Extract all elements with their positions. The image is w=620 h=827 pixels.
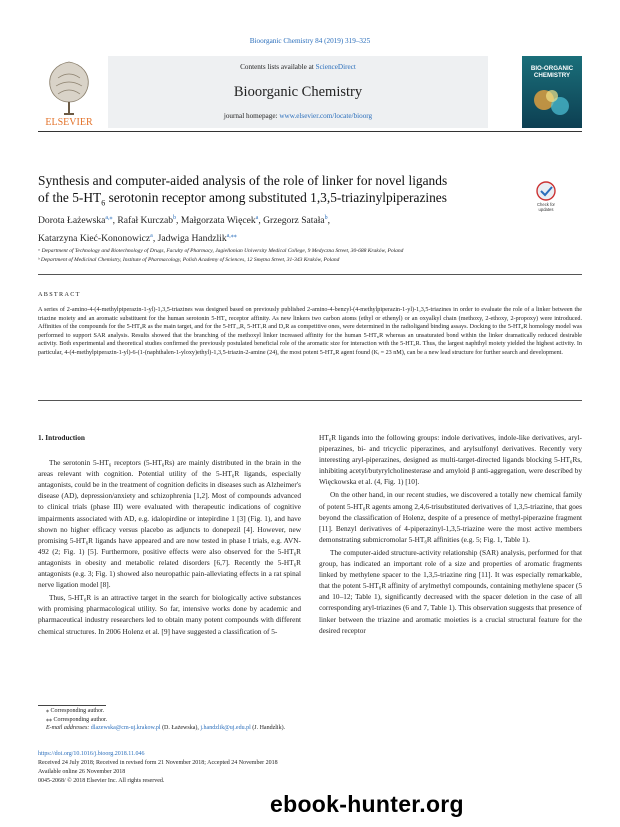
author-affiliation-link[interactable]: b	[173, 215, 177, 221]
author-list	[38, 211, 508, 246]
contents-prefix: Contents lists available at	[240, 63, 316, 71]
email-link[interactable]: j.handzlik@uj.edu.pl	[200, 725, 251, 731]
masthead	[38, 56, 582, 128]
footnote-corresponding-2: ⁎⁎ Corresponding author.	[46, 716, 108, 723]
email-line	[46, 724, 566, 733]
check-for-updates-button[interactable]	[532, 180, 560, 214]
affiliation-a: ᵃ Department of Technology and Biotechnology of Drugs, Faculty of Pharmacy, Jagiellonian University Medical College, 9 Medyczna Street, 30-688 Kraków, Poland	[38, 248, 404, 254]
received-dates: Received 24 July 2018; Received in revised form 21 November 2018; Accepted 24 November 2018	[38, 760, 278, 766]
abstract-heading: ABSTRACT	[38, 291, 81, 298]
affiliations	[38, 247, 582, 265]
author-affiliation-link[interactable]: a	[150, 232, 153, 239]
email-link[interactable]: dlazewska@cm-uj.krakow.pl	[90, 725, 161, 731]
homepage-link[interactable]: www.elsevier.com/locate/bioorg	[279, 112, 373, 120]
email-owner: (J. Handzlik).	[250, 725, 286, 731]
author-name: , Małgorzata Więcek	[176, 215, 256, 227]
author-name: , Grzegorz Satała	[258, 215, 325, 227]
svg-text:ELSEVIER: ELSEVIER	[45, 117, 93, 128]
homepage-prefix: journal homepage:	[223, 112, 280, 120]
watermark-text: ebook-hunter.org	[270, 791, 464, 817]
elsevier-logo	[38, 56, 100, 128]
body-paragraph: The serotonin 5-HT₆ receptors (5-HT₆Rs) are mainly distributed in the brain in the areas relevant with cognition. Potential utility of the 5-HT₆R ligands, especially antagonists, could be in the treatment of cognition deficits in diseases such as Alzheimer's disease (AD), depression/anxiety and schizophrenia [1,2]. Most of compounds advanced to clinical trials (phase III) were evaluated with therapeutic indications of cognitive impairments associated with AD, e.g. idalopirdine or intepirdine 1 [3] (Fig. 1), and have shown no higher efficacy versus placebo as adjuncts to donepezil [4]. However, new promising 5-HT₆R ligands have appeared and are now tested in phase I trials, e.g. AVN-492 (2; Fig. 1) [5]. Furthermore, positive effects were also observed for the 5-HT₆R antagonists in obesity and metabolic related disorders [6,7]. Recently the 5-HT₆R antagonists (e.g. 3; Fig. 1) showed also neuropathic pain-alleviating effects in a rat spinal nerve ligation model [8].	[38, 458, 301, 590]
email-owner: (D. Łażewska),	[160, 725, 201, 731]
author-name: , Jadwiga Handzlik	[152, 232, 227, 244]
article-title	[38, 172, 508, 212]
masthead-banner	[108, 56, 488, 128]
author-affiliation-link[interactable]: b	[324, 215, 328, 221]
author-name: , Rafał Kurczab	[112, 215, 174, 227]
body-paragraph: Thus, 5-HT₆R is an attractive target in the search for biologically active substances with promising pharmacological utility. So far, intensive works done by academic and pharmaceutical industry researchers led to obtain many potent compounds with different chemical structures. In 2006 Holenz et al. [9] have suggested a classification of 5-	[38, 593, 301, 636]
available-online: Available online 26 November 2018	[38, 769, 126, 775]
body-paragraph: The computer-aided structure-activity relationship (SAR) analysis, performed for that group, has indicated an important role of a size and properties of aromatic fragments linked by methylene spacer to the 1,3,5-triazine ring [11]. It was especially remarkable, that the potent 5-HT₆R affinity of arylmethyl compounds, containing methylene spacer (5 and 10–12; Table 1), significantly decreased with the spacer deletion in the case of all corresponding aryl-triazines (6 and 7, Table 1). This observation suggests that presence of linker between the triazine and aromatic moieties is a crucial structural feature for the desired receptor	[319, 547, 582, 635]
journal-cover-image	[522, 56, 582, 128]
doi-link[interactable]: https://doi.org/10.1016/j.bioorg.2018.11.046	[38, 751, 145, 757]
title-line-2a: of the 5-HT	[38, 190, 102, 205]
email-label: E-mail addresses:	[46, 725, 91, 731]
footnote-rule	[38, 705, 106, 706]
svg-text:BIO-ORGANIC: BIO-ORGANIC	[530, 65, 574, 72]
title-line-1: Synthesis and computer-aided analysis of the role of linker for novel ligands	[38, 173, 448, 188]
title-subscript: 6	[101, 198, 106, 208]
contents-line	[108, 63, 488, 71]
footnote-corresponding-1: ⁎ Corresponding author.	[46, 708, 105, 714]
affiliation-b: ᵇ Department of Medicinal Chemistry, Institute of Pharmacology, Polish Academy of Sciences, 12 Smętna Street, 31-343 Kraków, Poland	[38, 257, 340, 263]
footnotes	[46, 707, 566, 733]
svg-text:Check for: Check for	[537, 202, 555, 207]
header-rule	[38, 131, 582, 132]
abstract-rule	[38, 400, 582, 401]
author-affiliation-link[interactable]: a,⁎⁎	[226, 232, 237, 239]
publication-info	[38, 750, 438, 786]
sciencedirect-link[interactable]: ScienceDirect	[315, 63, 356, 71]
homepage-line	[108, 112, 488, 120]
abstract-text: A series of 2-amino-4-(4-methylpiperazin-1-yl)-1,3,5-triazines was designed based on previously published 2-amino-4-benzyl-(4-methylpiperazin-1-yl)-1,3,5-triazines in order to evaluate the role of a linker between the triazine moiety and an aromatic substituent for the human serotonin 5-HT₆ receptor affinity. As new linkers two carbon atoms (ethyl or ethenyl) or an oxyalkyl chain (methoxy, 2-ethoxy, 2-propoxy) were introduced. Affinities of the compounds for the 5-HT₆R as the main target, and for the 5-HT₁ₐR, 5-HT₇R and D₂R as competitive ones, were determined in the radioligand binding assays. Docking to the 5-HT₆R homology model was performed to support SAR analysis. Results showed that the branching of the methoxyl linker increased affinity for the human 5-HT₆R whereas an unsaturated bond within the linker dramatically reduced desirable activity. Both experimental and theoretical studies confirmed the previously postulated beneficial role of the aromatic size for interaction with the 5-HT₆R. Thus, the largest naphthyl moiety yielded the highest activity. In particular, 4-(4-methylpiperazin-1-yl)-6-(1-(naphthalen-1-yloxy)ethyl)-1,3,5-triazin-2-amine (24), the most potent 5-HT₆R agent found (Kᵢ = 23 nM), can be a new lead structure for further search and development.	[38, 307, 582, 356]
svg-text:CHEMISTRY: CHEMISTRY	[533, 72, 571, 79]
author-affiliation-link[interactable]: a	[255, 215, 259, 221]
author-affiliation-link[interactable]: a,⁎	[105, 215, 113, 221]
section-rule	[38, 274, 582, 275]
section-heading: 1. Introduction	[38, 433, 85, 442]
journal-title: Bioorganic Chemistry	[233, 84, 363, 100]
svg-text:updates: updates	[538, 207, 554, 212]
body-paragraph: HT₆R ligands into the following groups: indole derivatives, indole-like derivatives, aryl-piperazines, bi- and tricyclic piperazines, and arylsulfonyl derivatives. Recently very interesting aryl-piperazines, designed as multi-target-directed ligands blocking 5-HT₆Rs, inhibiting acetyl/butyrylcholinesterase and amyloid β anti-aggregation, were described by Więckowska et al. (4, Fig. 1) [10].	[319, 433, 582, 487]
title-line-2b: serotonin receptor among substituted 1,3,5-triazinylpiperazines	[105, 190, 447, 205]
author-name: Dorota Łażewska	[38, 215, 106, 227]
journal-reference-link[interactable]: Bioorganic Chemistry 84 (2019) 319–325	[249, 37, 371, 45]
author-name: Katarzyna Kieć-Kononowicz	[38, 232, 151, 244]
body-paragraph: On the other hand, in our recent studies, we discovered a totally new chemical family of potent 5-HT₆R agents among 2,4,6-trisubstituted derivatives of 1,3,5-triazine, that goes beyond the classification of Holenz, despite of a presence of methyl-piperazine fragment [11]. Benzyl derivatives of 4-piperazinyl-1,3,5-triazine were the most active members demonstrating submicromolar 5-HT₆R affinities (e.g. 5; Fig. 1, Table 1).	[319, 490, 582, 544]
body-column-left	[38, 432, 301, 637]
author-separator: ,	[327, 215, 331, 227]
copyright: 0045-2068/ © 2018 Elsevier Inc. All rights reserved.	[38, 778, 165, 784]
body-column-right	[319, 432, 582, 636]
